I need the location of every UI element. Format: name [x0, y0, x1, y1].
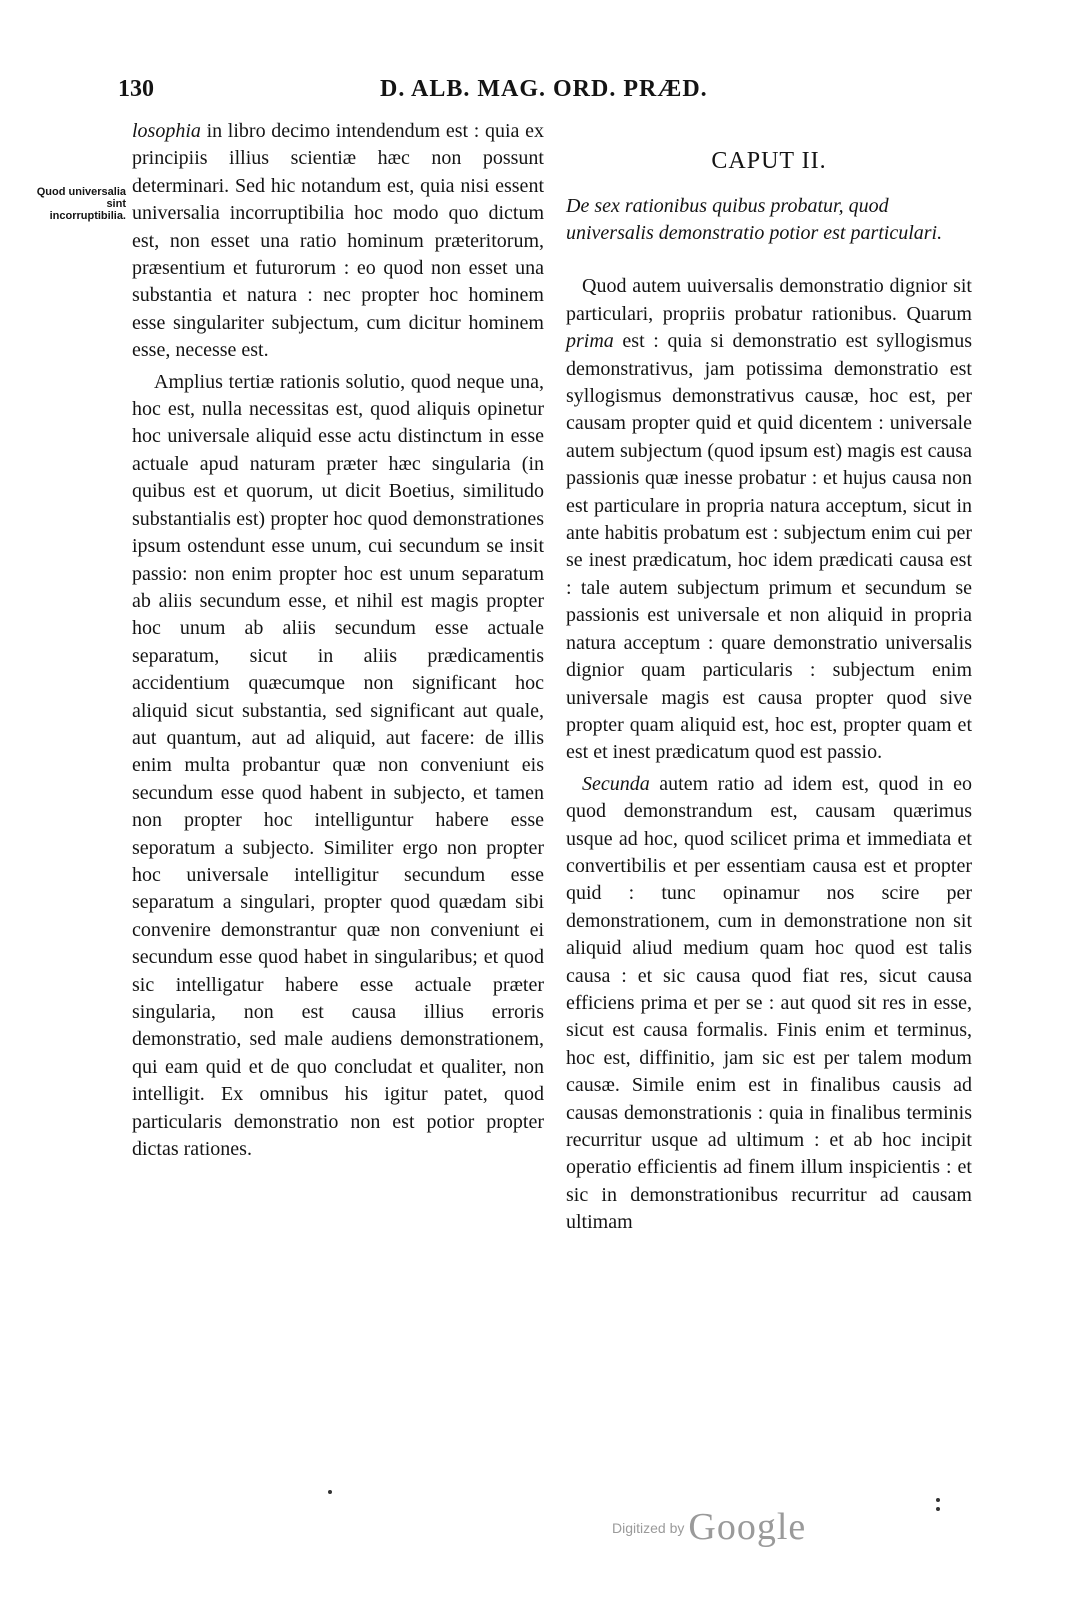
margin-note: Quod universalia sint incorruptibilia. [36, 186, 126, 222]
right-paragraph-1 [566, 273, 972, 766]
left-paragraph-2: Amplius tertiæ rationis solutio, quod neque una, hoc est, nulla necessitas est, quod aliquis opinetur hoc universale aliquid esse actu distinctum in esse actuale apud naturam præter hæc singularia (in quibus est et quorum, ut dicit Boetius, similitudo substantialis est) propter hoc quod demonstrationes ipsum ostendunt esse unum, cui secundum se insit passio: non enim propter hoc est unum separatum ab aliis secundum esse, et nihil est magis propter hoc unum ab aliis secundum esse actuale separatum, sicut in aliis prædicamentis accidentium quæcumque non significant hoc aliquid sicut substantia, sed significant aut quale, aut quantum, aut ad aliquid, aut facere: de illis enim multa probantur quæ non conveniunt eis secundum esse quod habent in subjecto, et tamen non propter hoc intelliguntur habere esse seporatum a subjecto. Similiter ergo non propter hoc universale intelligitur secundum esse separatum a singulari, propter quod quædam sibi convenire demonstrantur quæ non conveniunt ei secundum esse quod habet in singularibus; et quod sic intelligatur habere esse actuale præter singularia, non est causa illius erroris demonstratio, sed male audiens demonstrationem, qui eam quid et de quo concludat et qualiter, non intelligit. Ex omnibus his igitur patet, quod particularis demonstratio non est potior propter dictas rationes. [132, 370, 544, 1161]
right-paragraph-1-text-b: est : quia si demonstratio est syllogismus demonstrativus, jam potissima demonstratio est syllogismus demonstrativus causæ, hoc est, per causam propter quid et quid dicentem : universale autem subjectum (quod ipsum est) magis est causa passionis quæ inesse probatur : et hujus causa non est particulare in propria natura acceptum, sicut in ante habitis probatum est : subjectum enim cui per se inest prædicatum, hoc idem prædicati causa est : tale autem subjectum primum et secundum se passionis est universale et non aliquid in propria natura acceptum : quare demonstratio universalis dignior quam particularis : subjectum enim universale magis est causa propter quod sive propter quam aliquid est, hoc est, propter quam et est et inest prædicatum quod est passio. [566, 330, 972, 764]
digitized-watermark [612, 1505, 806, 1549]
right-paragraph-2 [566, 771, 972, 1237]
chapter-subtitle: De sex rationibus quibus probatur, quod universalis demonstratio potior est particulari. [566, 195, 943, 245]
left-paragraph-1-text: in libro decimo intendendum est : quia ex principiis illius scientiæ hæc non possunt determinari. Sed hic notandum est, quia nisi essent universalia incorruptibilia hoc modo quo dictum est, non esset una ratio hominum præteritorum, præsentium et futurorum : eo quod non esset una substantia et natura : nec propter hoc hominem esse singulariter subjectum, cum dicitur hominem esse, necesse est. [132, 120, 544, 362]
scan-speck [936, 1498, 940, 1502]
right-paragraph-2-text: autem ratio ad idem est, quod in eo quod demonstrandum est, causam quærimus usque ad hoc, quod scilicet prima et immediata et convertibilis et per essentiam causa est et propter quid : tunc opinamur nos scire per demonstrationem, cum in demonstratione non sit aliquid aliud medium quam hoc quod est talis causa : et sic causa quod fiat res, sicut causa efficiens prima et per se : aut quod sit res in esse, sicut est causa formalis. Finis enim et terminus, hoc est, diffinitio, jam sic est per talem modum causæ. Simile enim est in finalibus causis ad causas demonstrationis : quia in finalibus terminis recurritur usque ad ultimum : et ab hoc incipit operatio efficientis ad finem illum inspicientis : et sic in demonstrationibus recurritur ad causam ultimam [566, 772, 972, 1234]
scan-speck [936, 1507, 940, 1511]
right-paragraph-1-italic: prima [566, 330, 614, 353]
scan-speck [328, 1490, 332, 1494]
left-column [132, 118, 544, 1163]
right-column [566, 148, 972, 1237]
running-title: D. ALB. MAG. ORD. PRÆD. [380, 76, 708, 102]
right-paragraph-1-text-a: Quod autem uuiversalis demonstratio dignior sit particulari, propriis probatur rationibus. Quarum [566, 275, 972, 325]
chapter-title: CAPUT II. [711, 148, 827, 174]
left-paragraph-1 [132, 118, 544, 365]
left-paragraph-1-italic: losophia [132, 120, 201, 142]
digitized-label: Digitized by [612, 1520, 685, 1536]
page-number: 130 [118, 76, 154, 102]
google-logo: Google [688, 1506, 807, 1548]
right-paragraph-2-italic: Secunda [582, 772, 650, 795]
